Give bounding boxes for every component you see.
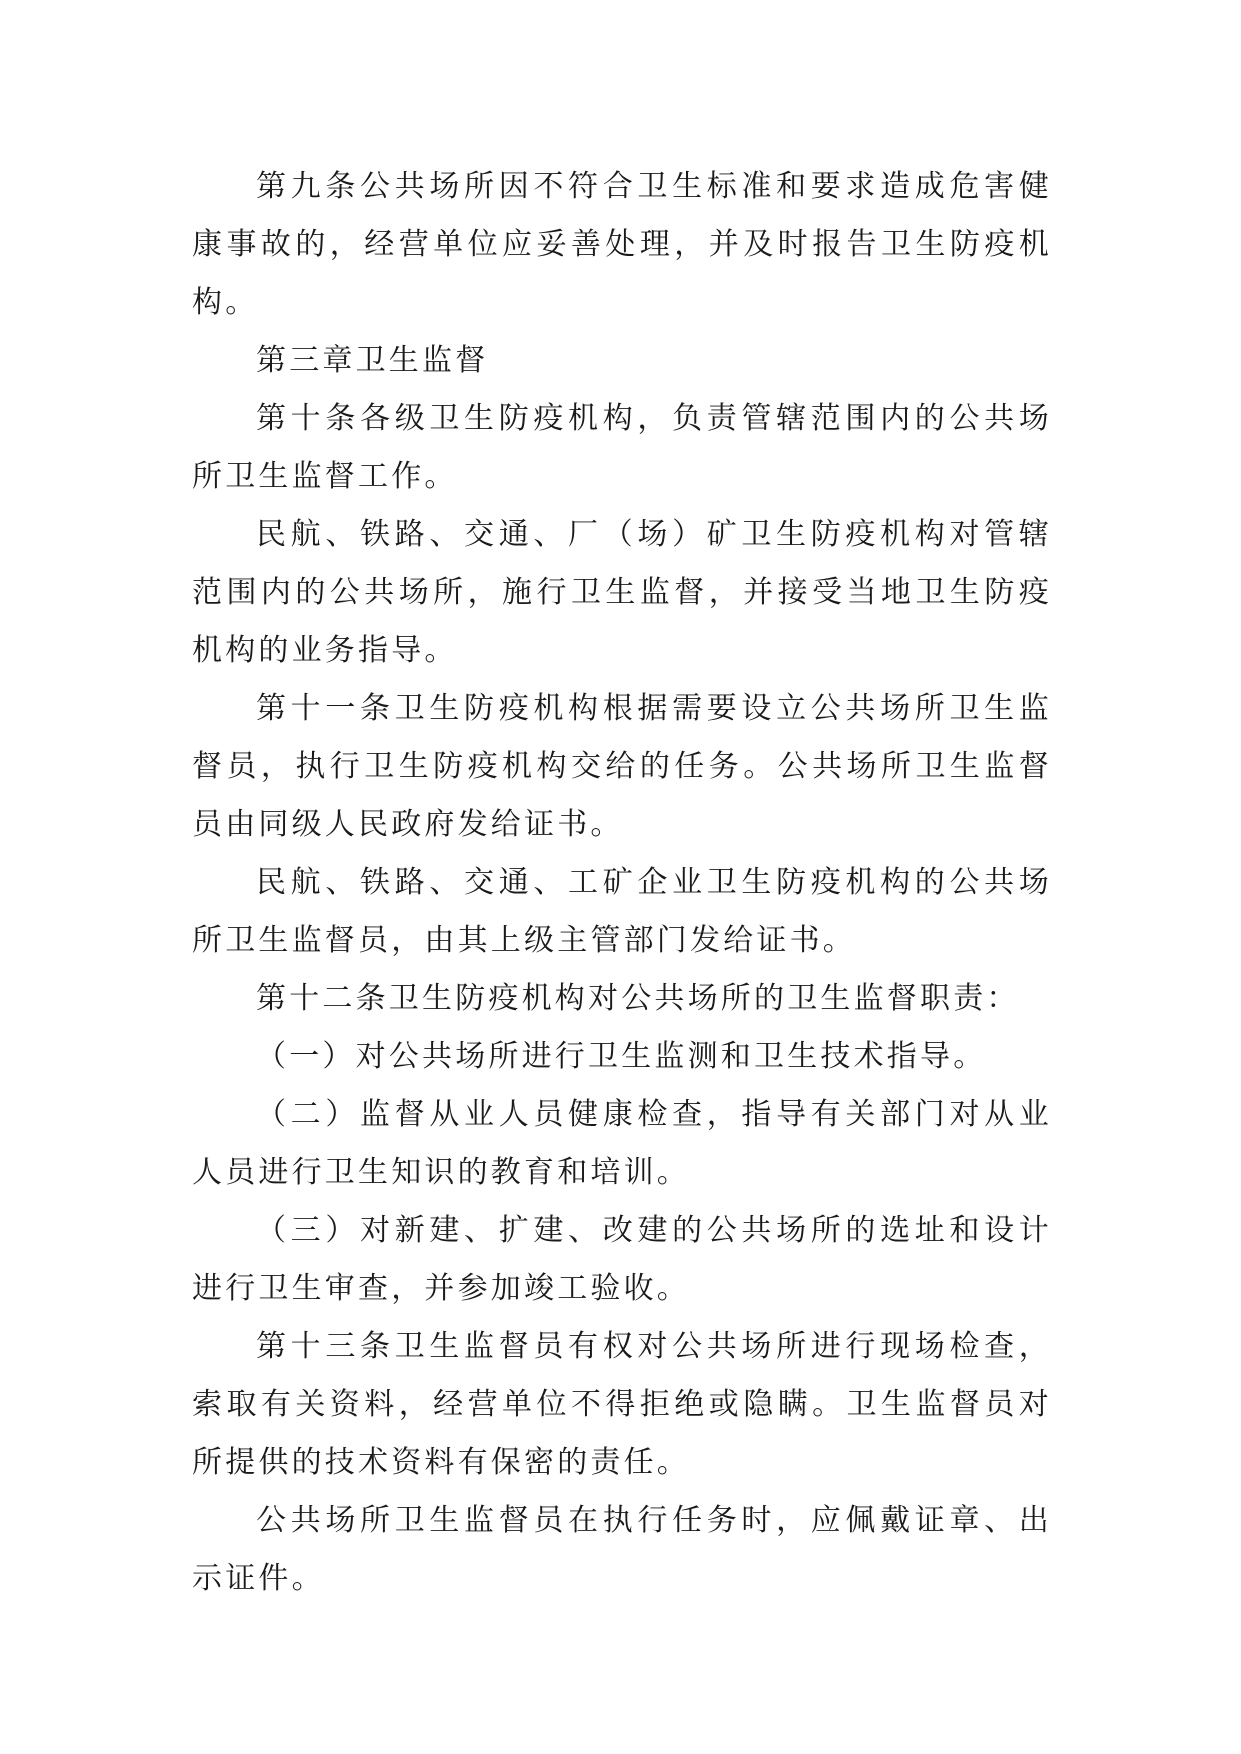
paragraph-article-10-extra: 民航、铁路、交通、厂（场）矿卫生防疫机构对管辖范围内的公共场所，施行卫生监督，并接受当地卫生防疫机构的业务指导。 bbox=[192, 517, 1052, 668]
paragraph-article-9: 第九条公共场所因不符合卫生标准和要求造成危害健康事故的，经营单位应妥善处理，并及时报告卫生防疫机构。 bbox=[192, 169, 1052, 320]
paragraph-article-11-extra: 民航、铁路、交通、工矿企业卫生防疫机构的公共场所卫生监督员，由其上级主管部门发给证书。 bbox=[192, 865, 1052, 958]
paragraph-article-10: 第十条各级卫生防疫机构，负责管辖范围内的公共场所卫生监督工作。 bbox=[192, 401, 1052, 494]
paragraph-article-12-item-2: （二）监督从业人员健康检查，指导有关部门对从业人员进行卫生知识的教育和培训。 bbox=[192, 1097, 1052, 1190]
paragraph-article-11: 第十一条卫生防疫机构根据需要设立公共场所卫生监督员，执行卫生防疫机构交给的任务。公共场所卫生监督员由同级人民政府发给证书。 bbox=[192, 691, 1052, 842]
chapter-heading: 第三章卫生监督 bbox=[256, 343, 489, 378]
paragraph-article-12: 第十二条卫生防疫机构对公共场所的卫生监督职责： bbox=[256, 981, 1020, 1016]
paragraph-article-13: 第十三条卫生监督员有权对公共场所进行现场检查，索取有关资料，经营单位不得拒绝或隐瞒。卫生监督员对所提供的技术资料有保密的责任。 bbox=[192, 1329, 1052, 1480]
document-body bbox=[192, 158, 1052, 1608]
paragraph-article-13-extra: 公共场所卫生监督员在执行任务时，应佩戴证章、出示证件。 bbox=[192, 1503, 1052, 1596]
paragraph-article-12-item-1: （一）对公共场所进行卫生监测和卫生技术指导。 bbox=[256, 1039, 987, 1074]
paragraph-article-12-item-3: （三）对新建、扩建、改建的公共场所的选址和设计进行卫生审查，并参加竣工验收。 bbox=[192, 1213, 1052, 1306]
